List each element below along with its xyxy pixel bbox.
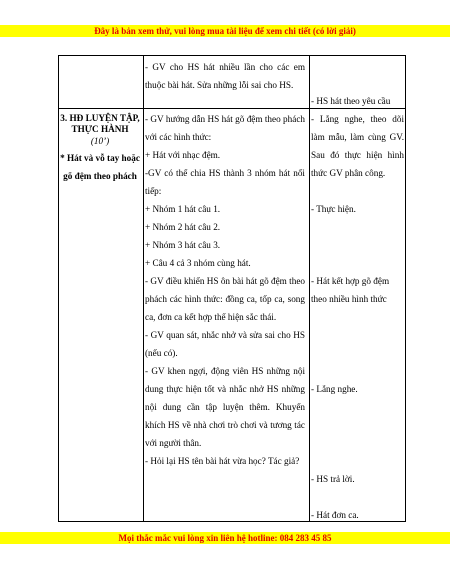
row1-student-activity: - HS hát theo yêu cầu <box>311 96 391 106</box>
teacher-line: + Nhóm 2 hát câu 2. <box>145 222 221 232</box>
teacher-activities <box>145 110 305 470</box>
activity-title: 3. HĐ LUYỆN TẬP, THỰC HÀNH <box>60 113 140 134</box>
teacher-line: + Nhóm 3 hát câu 3. <box>145 240 221 250</box>
student-item: - HS trả lời. <box>311 474 355 484</box>
column-divider-1 <box>143 56 144 521</box>
student-item: - Lắng nghe, theo dõi làm mẫu, làm cùng GV. Sau đó thực hiện hình thức GV phân công. <box>311 114 404 178</box>
teacher-line: - GV hướng dẫn HS hát gõ đệm theo phách với các hình thức: <box>145 114 305 142</box>
student-item: - Hát kết hợp gõ đệm theo nhiều hình thức <box>311 276 390 304</box>
teacher-line: - GV điều khiển HS ôn bài hát gõ đệm theo phách các hình thức: đồng ca, tốp ca, song ca, đơn ca kết hợp thể hiện sắc thái. <box>145 276 305 322</box>
student-item: - Lắng nghe. <box>311 384 358 394</box>
header-notice: Đây là bản xem thử, vui lòng mua tài liệu để xem chi tiết (có lời giải) <box>0 25 450 37</box>
column-divider-2 <box>309 56 310 521</box>
row1-teacher-activity: - GV cho HS hát nhiều lần cho các em thuộc bài hát. Sửa những lỗi sai cho HS. <box>145 62 305 90</box>
activity-subtitle: * Hát và vỗ tay hoặc gõ đệm theo phách <box>60 153 140 181</box>
activity-time: (10’) <box>90 136 110 146</box>
teacher-line: - Hỏi lại HS tên bài hát vừa học? Tác giả? <box>145 456 300 466</box>
footer-notice: Mọi thắc mắc vui lòng xin liên hệ hotline: 084 283 45 85 <box>0 532 450 544</box>
activity-cell <box>59 113 141 185</box>
teacher-line: - GV khen ngợi, động viên HS những nội dung thực hiện tốt và nhắc nhở HS những nội dung cần tập luyện thêm. Khuyến khích HS về nhà chơi trò chơi và tương tác với người thân. <box>145 366 305 448</box>
student-item: - Thực hiện. <box>311 204 356 214</box>
teacher-line: - GV quan sát, nhắc nhở và sửa sai cho HS (nếu có). <box>145 330 305 358</box>
teacher-line: + Hát với nhạc đệm. <box>145 150 221 160</box>
teacher-line: + Nhóm 1 hát câu 1. <box>145 204 221 214</box>
teacher-line: -GV có thể chia HS thành 3 nhóm hát nối tiếp: <box>145 168 305 196</box>
lesson-table <box>58 55 406 522</box>
student-item: - Hát đơn ca. <box>311 510 359 520</box>
teacher-line: + Câu 4 cả 3 nhóm cùng hát. <box>145 258 251 268</box>
